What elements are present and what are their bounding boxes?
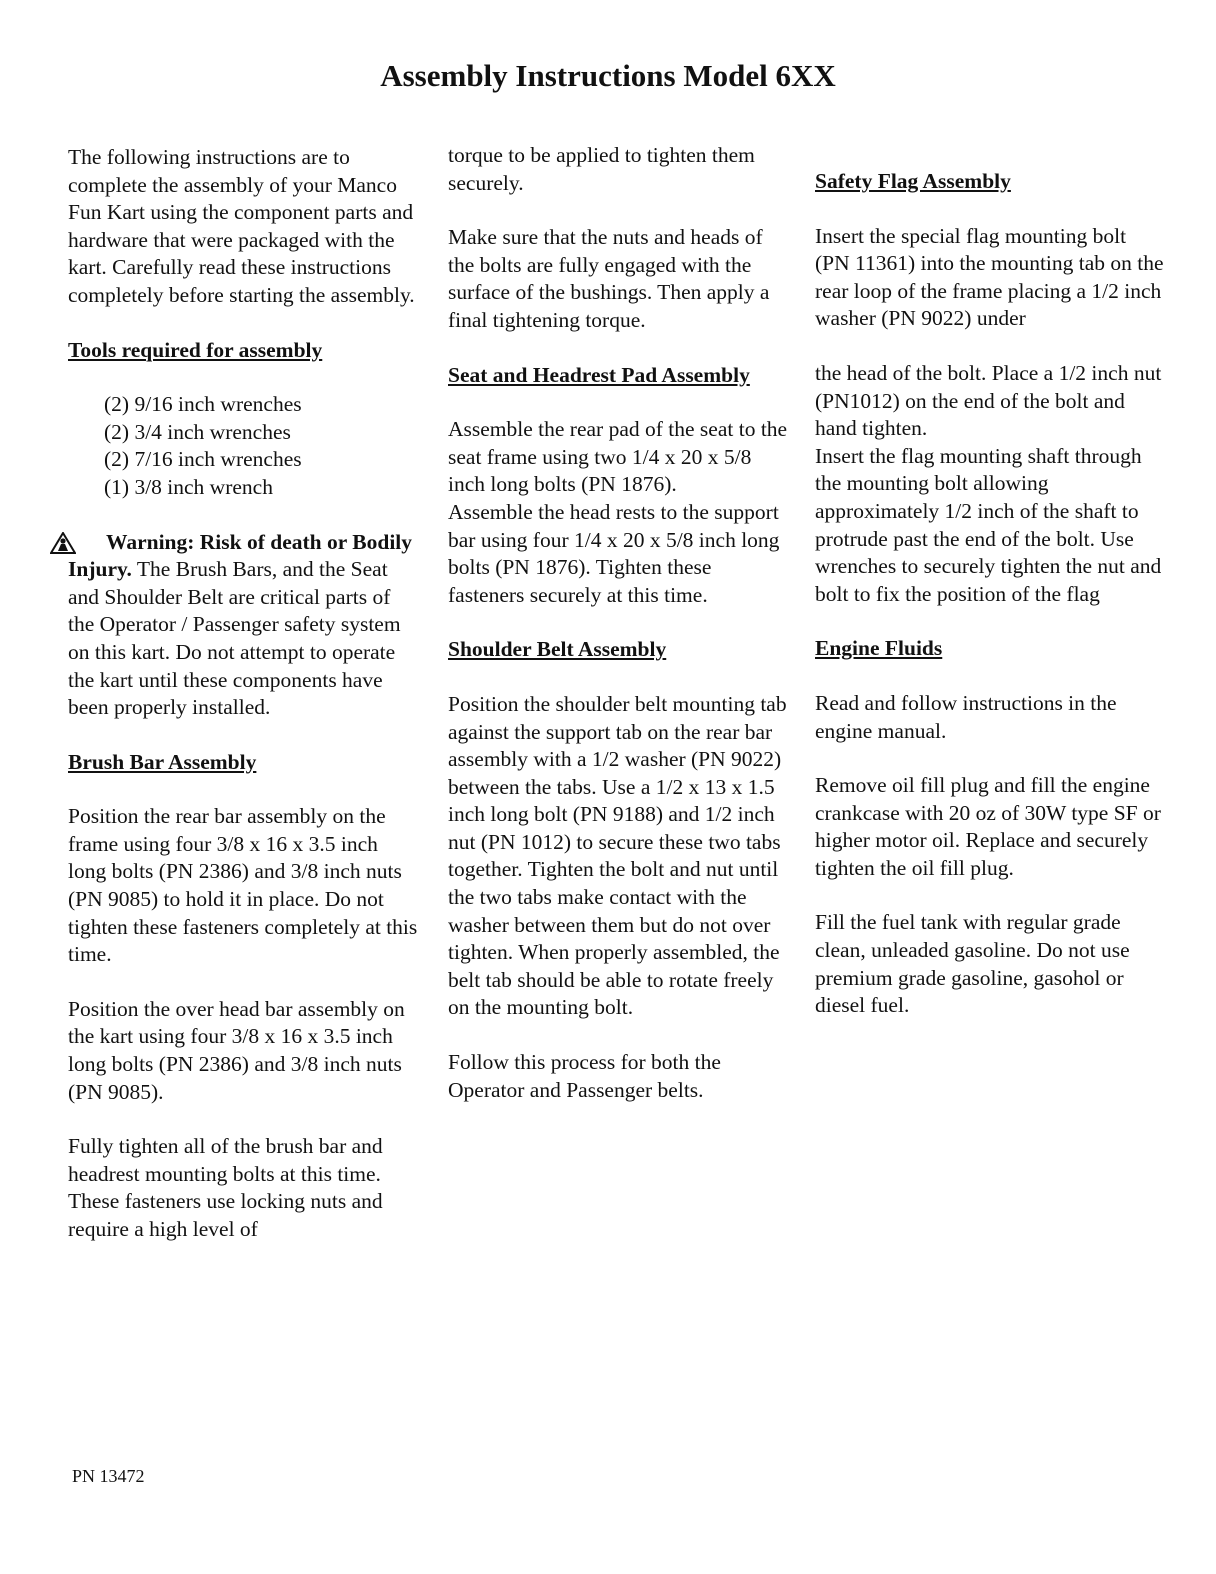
- brush-bar-paragraph-2: Position the over head bar assembly on the kart using four 3/8 x 16 x 3.5 inch long bolts (PN 2386) and 3/8 inch nuts (PN 9085).: [68, 996, 405, 1104]
- safety-flag-paragraph-3: Insert the flag mounting shaft through the mounting bolt allowing approximately 1/2 inch of the shaft to protrude past the end of the bolt. Use wrenches to securely tighten the nut and bolt to fix the position of the flag: [815, 443, 1162, 606]
- seat-paragraph-2: Assemble the head rests to the support bar using four 1/4 x 20 x 5/8 inch long bolts (PN 1876). Tighten these fasteners securely at this time.: [448, 499, 780, 607]
- engine-fluids-paragraph-2: Remove oil fill plug and fill the engine crankcase with 20 oz of 30W type SF or higher motor oil. Replace and securely tighten the oil fill plug.: [815, 773, 1161, 880]
- warning-text: The Brush Bars, and the Seat and Shoulder Belt are critical parts of the Operator / Passenger safety system on this kart. Do not attempt to operate the kart until these components have been properly installed.: [68, 557, 401, 720]
- list-item: (1) 3/8 inch wrench: [104, 474, 273, 499]
- engine-fluids-paragraph-1: Read and follow instructions in the engine manual.: [815, 690, 1117, 743]
- warning-bold-text: Warning: Risk of death or Bodily Injury.: [68, 529, 413, 582]
- tools-heading: Tools required for assembly: [68, 337, 323, 362]
- brush-bar-paragraph-1: Position the rear bar assembly on the frame using four 3/8 x 16 x 3.5 inch long bolts (PN 2386) and 3/8 inch nuts (PN 9085) to hold it in place. Do not tighten these fasteners completely at this time.: [68, 804, 418, 967]
- page-title: Assembly Instructions Model 6XX: [380, 58, 836, 93]
- shoulder-belt-paragraph-1: Position the shoulder belt mounting tab against the support tab on the rear bar assembly with a 1/2 washer (PN 9022) between the tabs. Use a 1/2 x 13 x 1.5 inch long bolt (PN 9188) and 1/2 inch nut (PN 1012) to secure these two tabs together. Tighten the bolt and nut until the two tabs make contact with the washer between them but do not over tighten. When properly assembled, the belt tab should be able to rotate freely on the mounting bolt.: [448, 691, 787, 1020]
- column-left: [68, 144, 418, 1244]
- warning-paragraph: [68, 529, 418, 722]
- safety-flag-heading: Safety Flag Assembly: [815, 169, 1011, 193]
- part-number-footer: PN 13472: [72, 1466, 145, 1486]
- torque-continuation: torque to be applied to tighten them securely.: [448, 143, 755, 195]
- seat-paragraph-1: Assemble the rear pad of the seat to the seat frame using two 1/4 x 20 x 5/8 inch long bolts (PN 1876).: [448, 417, 788, 497]
- warning-icon: [50, 532, 76, 554]
- list-item: (2) 3/4 inch wrenches: [104, 419, 291, 444]
- list-item: (2) 9/16 inch wrenches: [104, 392, 302, 417]
- tools-list: [68, 391, 418, 501]
- seat-heading: Seat and Headrest Pad Assembly: [448, 362, 750, 387]
- column-middle: [448, 142, 788, 1104]
- shoulder-belt-paragraph-2: Follow this process for both the Operator and Passenger belts.: [448, 1050, 721, 1102]
- safety-flag-paragraph-2: the head of the bolt. Place a 1/2 inch nut (PN1012) on the end of the bolt and hand tighten.: [815, 360, 1162, 441]
- engine-fluids-paragraph-3: Fill the fuel tank with regular grade clean, unleaded gasoline. Do not use premium grade gasoline, gasohol or diesel fuel.: [815, 910, 1130, 1018]
- list-item: (2) 7/16 inch wrenches: [104, 447, 302, 472]
- safety-flag-paragraph-1: Insert the special flag mounting bolt (PN 11361) into the mounting tab on the rear loop of the frame placing a 1/2 inch washer (PN 9022) under: [815, 223, 1164, 331]
- brush-bar-heading: Brush Bar Assembly: [68, 749, 257, 774]
- shoulder-belt-heading: Shoulder Belt Assembly: [448, 637, 667, 662]
- brush-bar-paragraph-3: Fully tighten all of the brush bar and headrest mounting bolts at this time. These fasteners use locking nuts and require a high level of: [68, 1134, 383, 1241]
- bushing-paragraph: Make sure that the nuts and heads of the bolts are fully engaged with the surface of the bushings. Then apply a final tightening torque.: [448, 225, 770, 332]
- column-right: [815, 168, 1165, 1020]
- intro-paragraph: The following instructions are to complete the assembly of your Manco Fun Kart using the component parts and hardware that were packaged with the kart. Carefully read these instructions completely before starting the assembly.: [68, 145, 415, 307]
- engine-fluids-heading: Engine Fluids: [815, 636, 943, 661]
